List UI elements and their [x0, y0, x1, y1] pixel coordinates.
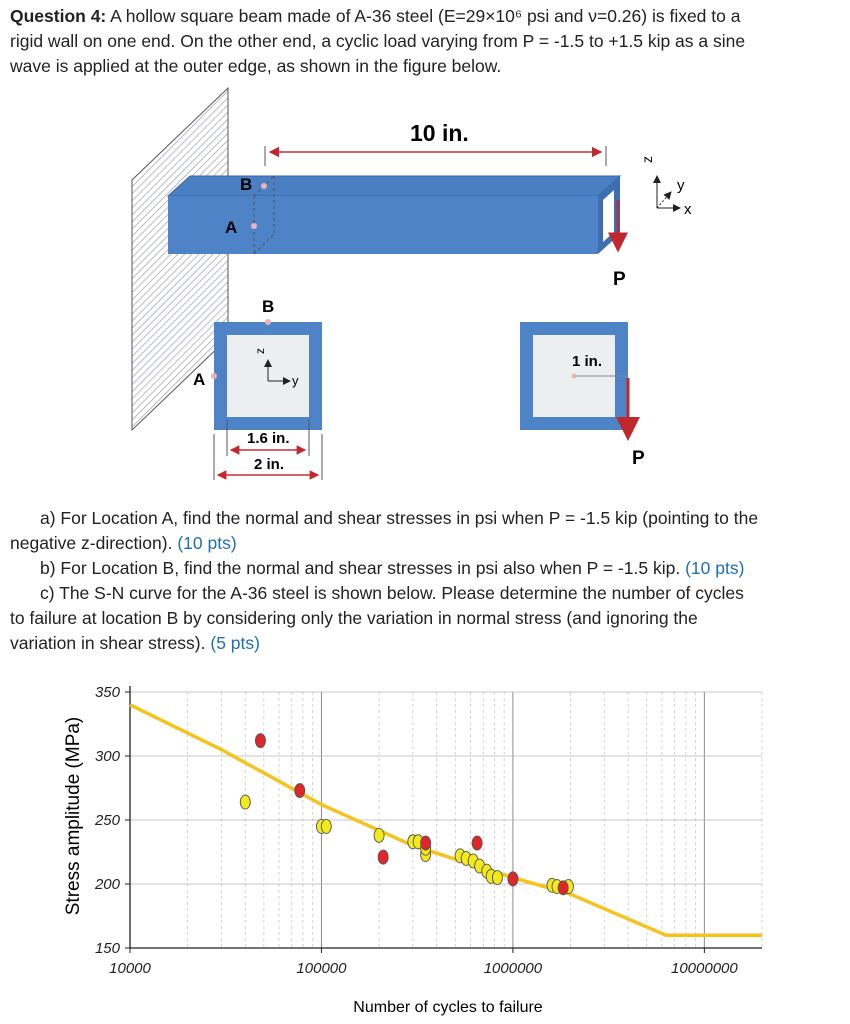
x-tick-label: 1000000	[483, 960, 543, 977]
y-tick-label: 250	[94, 812, 120, 829]
axis-x-label: x	[684, 201, 692, 218]
length-label: 10 in.	[410, 120, 469, 146]
y-tick-label: 350	[94, 684, 120, 701]
section-axis-z: z	[253, 348, 267, 354]
question-line1: A hollow square beam made of A-36 steel (E=29×10⁶ psi and ν=0.26) is fixed to a	[110, 6, 741, 26]
data-point-red	[472, 836, 482, 850]
y-tick-label: 150	[94, 940, 120, 957]
data-point-red	[255, 734, 265, 748]
section-load-label: P	[632, 448, 645, 469]
part-c-points: (5 pts)	[210, 633, 260, 653]
question-line3: wave is applied at the outer edge, as shown in the figure below.	[10, 56, 502, 76]
cross-section-a-b	[211, 319, 322, 430]
cross-section-load	[520, 322, 628, 438]
x-tick-label: 10000000	[670, 960, 738, 977]
beam-figure	[0, 0, 850, 500]
x-tick-label: 100000	[296, 960, 347, 977]
question-label: Question 4:	[10, 6, 107, 26]
coordinate-axes	[639, 156, 692, 218]
part-b-points: (10 pts)	[685, 558, 745, 578]
data-point-red	[508, 872, 518, 886]
axis-y-label: y	[677, 177, 685, 194]
chart-grid	[130, 692, 762, 948]
section-axis-y: y	[292, 373, 299, 388]
data-point-red	[378, 850, 388, 864]
part-b-line1: b) For Location B, find the normal and shear stresses in psi also when P = -1.5 kip.	[40, 558, 681, 578]
y-tick-label: 300	[94, 748, 120, 765]
data-point-red	[558, 881, 568, 895]
part-a-points: (10 pts)	[177, 533, 237, 553]
point-a-marker	[251, 223, 257, 229]
question-line2: rigid wall on one end. On the other end, a cyclic load varying from P = -1.5 to +1.5 kip as a sine	[10, 31, 746, 51]
load-label: P	[613, 269, 626, 290]
x-tick-label: 10000	[109, 960, 151, 977]
point-b-marker	[261, 183, 267, 189]
data-point-yellow	[321, 819, 331, 833]
part-c-line3: variation in shear stress).	[10, 633, 206, 653]
offset-dim-label: 1 in.	[572, 353, 603, 370]
chart-points-layer	[240, 734, 573, 895]
part-c-line1: c) The S-N curve for the A-36 steel is shown below. Please determine the number of cycles	[40, 583, 744, 603]
data-point-yellow	[374, 828, 384, 842]
beam-label-a: A	[225, 218, 238, 237]
inner-dim-label: 1.6 in.	[247, 430, 290, 447]
axis-z-label: z	[639, 156, 655, 163]
data-point-red	[421, 836, 431, 850]
data-point-red	[295, 784, 305, 798]
data-point-yellow	[240, 795, 250, 809]
data-point-yellow	[492, 871, 502, 885]
part-c-line2: to failure at location B by considering only the variation in normal stress (and ignoring the	[10, 608, 698, 628]
outer-dim-label: 2 in.	[254, 456, 285, 473]
parts-text	[10, 506, 840, 656]
part-a-line1: a) For Location A, find the normal and shear stresses in psi when P = -1.5 kip (pointing to the	[40, 508, 759, 528]
hollow-beam	[168, 176, 620, 254]
chart-ylabel: Stress amplitude (MPa)	[63, 716, 84, 916]
chart-xlabel: Number of cycles to failure	[353, 999, 543, 1016]
part-a-line2: negative z-direction).	[10, 533, 173, 553]
beam-label-b: B	[240, 175, 253, 194]
sn-curve-chart	[0, 670, 850, 1024]
section-label-a: A	[193, 370, 206, 389]
section-label-b: B	[262, 297, 275, 316]
y-tick-label: 200	[94, 876, 120, 893]
